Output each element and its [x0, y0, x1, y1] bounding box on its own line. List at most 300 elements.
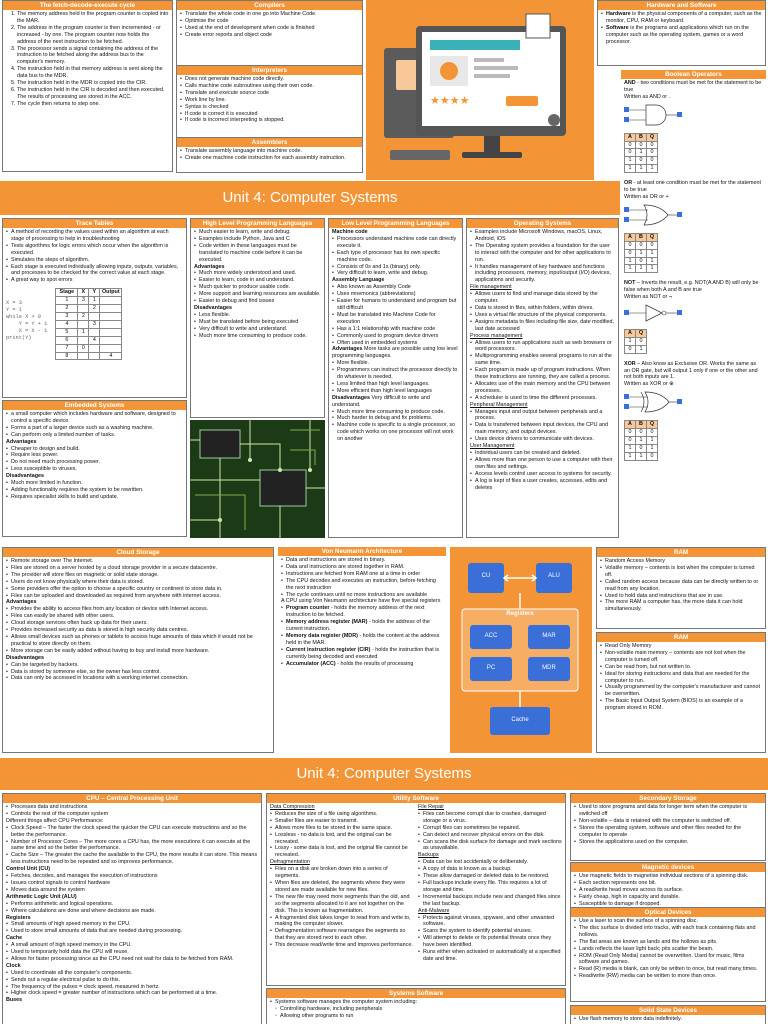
list-item: • Allows more files to be stored in the same space.: [270, 825, 414, 832]
list-item: • Incremental backups include new and changed files since the last backup.: [418, 894, 562, 908]
truth-cell: 0: [636, 241, 647, 249]
truth-cell: 0: [636, 141, 647, 149]
list-item: • Lossless - no data is lost, and the original can be recreated.: [270, 832, 414, 846]
trace-cell: [89, 344, 100, 352]
list-item: • Read (R) media is blank, can only be written to once, but read many times.: [574, 966, 762, 973]
list-item: • Much more widely understood and used.: [194, 270, 321, 277]
rom-list: [600, 643, 762, 712]
truth-cell: 1: [647, 444, 658, 452]
not-written: Written as NOT or ¬: [624, 294, 672, 301]
fde-heading: The fetch-decode-execute cycle: [3, 1, 172, 10]
trace-cell: [89, 328, 100, 336]
secondary-heading: Secondary Storage: [571, 794, 765, 803]
pe-heading: Peripheral Management: [470, 401, 528, 408]
list-item: • Easier to debug and find issues: [194, 298, 321, 305]
list-item: • Much more time consuming to produce code.: [194, 333, 321, 340]
list-item: • Much more time consuming to produce code.: [332, 409, 459, 416]
registers-label: Registers: [506, 611, 534, 617]
list-item: • Used to store programs and data for longer term when the computer is switched off: [574, 804, 762, 818]
list-item: • Each program is made up of program instructions. When these instructions are running, they are called a process.: [470, 367, 615, 381]
list-item: • Accumulator (ACC) - holds the results of processing: [281, 661, 443, 668]
or-gate-icon: [624, 203, 684, 227]
embedded-adv-list: [6, 446, 183, 474]
list-item: • Each stage is executed individually allowing inputs, outputs, variables, and processes to be checked for the correct value at each stage.: [6, 264, 183, 278]
ram-list: [600, 558, 762, 613]
list-item: • Programmers can instruct the processor directly to do whatever is needed.: [332, 367, 459, 381]
trace-cell: 1: [89, 297, 100, 305]
fde-step: 4. The instruction held in that memory address is sent along the data bus to the MDR.: [17, 66, 169, 80]
list-item: • Allows users to run applications such as web browsers or word processors.: [470, 340, 615, 354]
cache-label: Cache: [511, 717, 529, 723]
truth-cell: 1: [636, 149, 647, 157]
list-item: • Translate and execute source code: [180, 90, 359, 97]
list-item: • Less susceptible to viruses.: [6, 466, 183, 473]
list-item: • Stores the applications used on the computer.: [574, 839, 762, 846]
list-item: • Do not need much processing power.: [6, 459, 183, 466]
registers-heading: Registers: [6, 914, 31, 921]
list-item: • Use a laser to scan the surface of a spinning disc.: [574, 918, 762, 925]
list-item: • Must be translated into Machine Code for execution: [332, 312, 459, 326]
al-heading: Assembly Language: [332, 277, 385, 284]
not-desc: NOT – Inverts the result, e.g. NOT(A AND B) will only be false when both A and B are true: [624, 280, 759, 294]
list-item: • Has a 1:1 relationship with machine code: [332, 326, 459, 333]
systems-software-heading: Systems Software: [267, 989, 565, 998]
truth-cell: A: [625, 329, 636, 337]
list-item: • Corrupt files can sometimes be repaired.: [418, 825, 562, 832]
truth-cell: 0: [625, 429, 636, 437]
list-item: • A log is kept of files a user creates, accesses, edits and deletes: [470, 478, 615, 492]
list-item: • Can be read from, but not written to.: [600, 664, 762, 671]
um-heading: User Management: [470, 443, 515, 450]
truth-cell: 1: [625, 337, 636, 345]
trace-cell: [100, 320, 122, 328]
not-gate-icon: [624, 303, 684, 323]
list-item: • Protects against viruses, spyware, and other unwanted software.: [418, 915, 562, 929]
truth-cell: 0: [647, 452, 658, 460]
dc-list: [270, 811, 414, 859]
list-item: • Performs arithmetic and logical operations.: [6, 901, 258, 908]
list-item: • Less limited than high level languages.: [332, 381, 459, 388]
trace-header-cell: Y: [89, 289, 100, 297]
list-item: • The provider will store files on magnetic or solid state storage.: [6, 572, 270, 579]
fm-heading: File management: [470, 284, 512, 291]
trace-list: [6, 229, 183, 284]
vn-register-list: [281, 605, 443, 667]
list-item: • The frequency of the pulses = clock speed, measured in hertz.: [6, 984, 258, 991]
hw-panel: [597, 0, 766, 66]
list-item: • Remote storage over The Internet.: [6, 558, 270, 565]
title-band-2: [0, 758, 768, 790]
truth-cell: 0: [636, 444, 647, 452]
list-item: • Defragmentation software rearranges the segments so that they are stored next to each other.: [270, 928, 414, 942]
am-heading: Anti-Malware: [418, 907, 450, 914]
list-item: • Higher clock speed = greater number of instructions which can be performed at a time.: [6, 990, 258, 997]
list-item: • If code is correct it is executed: [180, 111, 359, 118]
list-item: • Used to hold data and instructions that are in use.: [600, 593, 762, 600]
trace-cell: [89, 312, 100, 320]
truth-cell: 0: [647, 141, 658, 149]
fde-step: 2. The address in the program counter is then incremented - or increased - by one. The program counter now holds the address of the next instruction to be fetched.: [17, 25, 169, 46]
list-item: • Calls machine code subroutines using their own code.: [180, 83, 359, 90]
list-item: • Will attempt to delete or fix potential threats once they have been identified.: [418, 935, 562, 949]
list-item: • Smaller files are easier to transmit.: [270, 818, 414, 825]
truth-cell: 0: [625, 345, 636, 353]
mc-heading: Machine code: [332, 229, 368, 235]
cu-list: [6, 873, 258, 894]
hll-panel: [190, 218, 325, 418]
trace-cell: 6: [56, 336, 78, 344]
alu-label: ALU: [548, 573, 560, 579]
cpu-panel: [2, 793, 262, 1024]
trace-cell: [100, 344, 122, 352]
list-item: • Hardware is the physical components of a computer, such as the monitor, CPU, RAM or keyboard.: [601, 11, 762, 25]
list-item: • Susceptible to damage if dropped.: [574, 901, 762, 908]
list-item: • Non-volatile – data is retained with the computer is switched off.: [574, 818, 762, 825]
list-item: • Program counter - holds the memory address of the next instruction to be fetched.: [281, 605, 443, 619]
list-item: • Issues control signals to control hardware: [6, 880, 258, 887]
list-item: • Data can only be accessed in locations with a working internet connection.: [6, 675, 270, 682]
list-item: • Easier to learn, code in and understand.: [194, 277, 321, 284]
trace-cell: 5: [56, 328, 78, 336]
list-item: • The cycle continues until no more instructions are available: [281, 592, 443, 599]
list-item: • A method of recording the values used within an algorithm at each stage of processing to help in troubleshooting: [6, 229, 183, 243]
or-desc: OR - at least one condition must be met for the statement to be true: [624, 180, 761, 194]
cloud-adv-heading: Advantages: [6, 599, 37, 606]
list-item: • Moves data around the system: [6, 887, 258, 894]
list-item: • More flexible.: [332, 360, 459, 367]
trace-table: [55, 288, 122, 360]
truth-cell: Q: [647, 133, 658, 141]
hll-adv-heading: Advantages: [194, 263, 225, 270]
list-item: • Optimise the code: [180, 18, 359, 25]
df-list: [270, 866, 414, 949]
truth-cell: 1: [647, 265, 658, 273]
truth-cell: Q: [636, 329, 647, 337]
trace-cell: 3: [89, 320, 100, 328]
computer-illustration-svg: [366, 0, 594, 180]
clock-heading: Clock: [6, 962, 21, 969]
list-item: • Much easier to learn, write and debug.: [194, 229, 321, 236]
list-item: • Files can be uploaded and downloaded as required from anywhere with internet access.: [6, 593, 270, 600]
list-item: • Uses a virtual file structure of the physical components.: [470, 312, 615, 319]
list-item: • Can be targeted by hackers.: [6, 662, 270, 669]
list-item: • Cloud storage services often back up data for their users.: [6, 620, 270, 627]
list-item: • The more RAM a computer has, the more data it can hold simultaneously.: [600, 599, 762, 613]
list-item: • Files can easily be shared with other users.: [6, 613, 270, 620]
fm-list: [470, 291, 615, 332]
os-heading: Operating Systems: [467, 219, 618, 228]
list-item: • ROM (Read Only Media) cannot be overwritten. Used for music, films software and games.: [574, 953, 762, 967]
list-item: • Called random access because data can be directly written to or read from any location.: [600, 579, 762, 593]
ram-heading: RAM: [597, 548, 765, 557]
list-item: • Allows users to find and manage data stored by the computer.: [470, 291, 615, 305]
um-list: [470, 450, 615, 491]
boolean-panel: [621, 70, 766, 542]
truth-cell: B: [636, 421, 647, 429]
list-item: • Fairly cheap, high in capacity and durable.: [574, 894, 762, 901]
truth-cell: 1: [636, 345, 647, 353]
truth-cell: 0: [636, 257, 647, 265]
fde-list: [6, 11, 169, 108]
cu-label: CU: [481, 573, 491, 579]
list-item: • Very difficult to learn, write and debug.: [332, 270, 459, 277]
list-item: • Used to coordinate all the computer's components.: [6, 970, 258, 977]
truth-cell: 1: [625, 452, 636, 460]
trace-cell: 0: [78, 344, 89, 352]
list-item: • Number of Processor Cores – The more cores a CPU has, the more executions it can execute at the same time and so the better the performance.: [6, 839, 258, 853]
fde-step: 1. The memory address held in the program counter is copied into the MAR.: [17, 11, 169, 25]
magnetic-heading: Magnetic devices: [571, 863, 765, 872]
cache-heading: Cache: [6, 935, 23, 942]
list-item: • Provides increased security as data is stored in high security data centres.: [6, 627, 270, 634]
buses-heading: Buses: [6, 997, 23, 1004]
list-item: • Allows small devices such as phones or tablets to access huge amounts of data which it would not be practical to store directly on them.: [6, 634, 270, 648]
list-item: • Reduces the size of a file using algorithms.: [270, 811, 414, 818]
list-item: • Syntax is checked: [180, 104, 359, 111]
list-item: • Can scans the disk surface for damage and mark sections as unavailable.: [418, 839, 562, 853]
alu-heading: Arithmetic Logic Unit (ALU): [6, 893, 77, 900]
ssd-panel: [570, 1005, 766, 1024]
interpreters-panel: [176, 65, 363, 138]
list-item: • These allow damaged or deleted data to be restored.: [418, 873, 562, 880]
list-item: • Usually programmed by the computer's manufacturer and cannot be overwritten.: [600, 684, 762, 698]
compilers-list: [180, 11, 359, 39]
list-item: • Uses mnemonics (abbreviations): [332, 291, 459, 298]
list-item: • Data and instructions are stored in binary.: [281, 557, 443, 564]
list-item: • It handles management of key hardware and functions including processors, memory, input/output (I/O) devices, applications and security.: [470, 264, 615, 285]
circuit-board-image: [190, 420, 325, 538]
list-item: • The flat areas are known as lands and the hollows as pits.: [574, 939, 762, 946]
list-item: • Lands reflects the laser light back; pits scatter the beam.: [574, 946, 762, 953]
list-item: • Consists of 0s and 1s (binary) only.: [332, 264, 459, 271]
fr-list: [418, 811, 562, 852]
truth-cell: 1: [647, 437, 658, 445]
list-item: • Memory address register (MAR) - holds the address of the current instruction.: [281, 619, 443, 633]
list-item: • Lossy - some data is lost, and the original file cannot be recreated.: [270, 845, 414, 859]
cloud-heading: Cloud Storage: [3, 548, 273, 557]
vn-heading: Von Neumann Architecture: [278, 547, 446, 556]
assemblers-panel: [176, 137, 363, 173]
hw-heading: Hardware and Software: [598, 1, 765, 10]
list-item: • Very difficult to write and understand.: [194, 326, 321, 333]
circuit-board-svg: [190, 420, 325, 538]
cloud-panel: [2, 547, 274, 753]
list-item: • Allocates use of the main memory and the CPU between processes.: [470, 381, 615, 395]
pm-list: [470, 340, 615, 402]
list-item: • The new file may need more segments than the old, and so the segments allocated to it are not together on the disk. This is known as fragmentation.: [270, 894, 414, 915]
and-written: Written as AND or .: [624, 93, 671, 100]
truth-cell: A: [625, 133, 636, 141]
ssd-list: [574, 1016, 762, 1023]
optical-panel: [570, 907, 766, 1002]
list-item: • Read Only Memory: [600, 643, 762, 650]
list-item: • Require less power.: [6, 452, 183, 459]
list-item: • Manages input and output between peripherals and a process.: [470, 409, 615, 423]
clock-list: [6, 970, 258, 998]
rom-heading: RAM: [597, 633, 765, 642]
rom-panel: [596, 632, 766, 753]
list-item: • Translate assembly language into machine code.: [180, 148, 359, 155]
list-item: • Adding functionality requires the system to be rewritten.: [6, 487, 183, 494]
optical-list: [574, 918, 762, 980]
list-item: • Software is the programs and applications which run on the computer such as the operating system, games or a word processor.: [601, 25, 762, 46]
list-item: • Examples include Python, Java and C: [194, 236, 321, 243]
fde-panel: [2, 0, 173, 172]
page-title-2: Unit 4: Computer Systems: [296, 765, 472, 782]
truth-cell: Q: [647, 421, 658, 429]
list-item: • The CPU decodes and executes an instruction, before fetching the next instruction: [281, 578, 443, 592]
truth-cell: 1: [636, 437, 647, 445]
truth-cell: 0: [636, 337, 647, 345]
truth-cell: 1: [636, 165, 647, 173]
not-truth-table: [624, 329, 647, 354]
and-gate-icon: [624, 103, 684, 127]
ssd-heading: Solid State Devices: [571, 1006, 765, 1015]
list-item: • Data can be lost accidentally or deliberately.: [418, 859, 562, 866]
trace-header-cell: X: [78, 289, 89, 297]
list-item: • Systems software manages the computer system including:: [270, 999, 562, 1006]
list-item: • Create error reports and object code: [180, 32, 359, 39]
utility-panel: [266, 793, 566, 986]
list-item: • Can detect and recover physical errors on the disk.: [418, 832, 562, 839]
dc-heading: Data Compression: [270, 804, 315, 810]
and-desc: AND - two conditions must be met for the statement to be true: [624, 80, 762, 93]
cu-heading: Control Unit (CU): [6, 866, 51, 873]
truth-cell: B: [636, 233, 647, 241]
list-item: • Volatile memory – contents is lost when the computer is turned off.: [600, 565, 762, 579]
list-item: • Each type of processor has its own specific machine code.: [332, 250, 459, 264]
trace-cell: 8: [56, 352, 78, 360]
list-item: • Access levels control user access to systems for security.: [470, 471, 615, 478]
registers-list: [6, 921, 258, 935]
list-subitem: ◦ Controlling hardware, including peripherals: [270, 1006, 562, 1013]
list-item: • Cheaper to design and build.: [6, 446, 183, 453]
list-item: • The Basic Input Output System (BIOS) is an example of a program stored in ROM.: [600, 698, 762, 712]
trace-cell: 2: [89, 305, 100, 313]
os-list: [470, 229, 615, 284]
bk-heading: Backups: [418, 852, 439, 859]
truth-cell: 1: [636, 265, 647, 273]
list-item: • Forms a part of a larger device such as a washing machine.: [6, 425, 183, 432]
vn-diagram: [450, 547, 592, 753]
list-item: • Simulates the steps of algorithm.: [6, 257, 183, 264]
or-truth-table: [624, 233, 658, 274]
ram-panel: [596, 547, 766, 629]
trace-cell: [100, 312, 122, 320]
truth-cell: 1: [636, 249, 647, 257]
fde-step: 3. The processor sends a signal containing the address of the instruction to be fetched along the address bus to the computer's memory.: [17, 46, 169, 67]
list-item: • Current instruction register (CIR) - holds the instruction that is currently being decoded and executed: [281, 647, 443, 661]
vn-panel: [278, 547, 446, 753]
hll-list: [194, 229, 321, 264]
list-item: • Runs either when activated or automatically at a specified date and time.: [418, 949, 562, 963]
list-item: • The disc surface is divided into tracks, with each track containing flats and hollows.: [574, 925, 762, 939]
truth-cell: 0: [625, 241, 636, 249]
list-item: • Much harder to debug and fix problems.: [332, 415, 459, 422]
al-list: [332, 284, 459, 346]
list-item: • Less flexible.: [194, 312, 321, 319]
systems-software-panel: [266, 988, 566, 1024]
cloud-dis-heading: Disadvantages: [6, 654, 45, 661]
truth-cell: B: [636, 133, 647, 141]
list-item: • Assigns metadata to files including file size, date modified, last date accessed: [470, 319, 615, 333]
trace-panel: [2, 218, 187, 398]
trace-header-cell: Output: [100, 289, 122, 297]
embedded-list: [6, 411, 183, 439]
truth-cell: 1: [625, 157, 636, 165]
list-item: • Instructions are fetched from RAM one at a time in order: [281, 571, 443, 578]
list-item: • Processors understand machine code can directly execute it.: [332, 236, 459, 250]
truth-cell: 0: [625, 437, 636, 445]
svg-text:★★★★: ★★★★: [430, 94, 470, 107]
list-item: • Create one machine code instruction for each assembly instruction.: [180, 155, 359, 162]
trace-code: X = 3 Y = 1 while X > 0 Y = Y + 1 X = X - 1 print(Y): [6, 300, 48, 341]
list-item: • More support and learning resources are available.: [194, 291, 321, 298]
hll-dis-list: [194, 312, 321, 340]
cloud-list: [6, 558, 270, 599]
trace-cell: [78, 336, 89, 344]
truth-cell: 1: [625, 265, 636, 273]
vn-intro: A CPU using Von Neumann architecture have five special registers: [281, 598, 441, 605]
lll-heading: Low Level Programming Languages: [329, 219, 462, 228]
lll-adv: Advantages More tasks are possible using low level programming languages.: [332, 346, 458, 360]
list-item: • Cache Size – The greater the cache the available to the CPU, the more results it can store. This means less instructions need to be repeated and so improves performance.: [6, 852, 258, 866]
boolean-heading: Boolean Operators: [621, 70, 766, 79]
trace-cell: 3: [56, 312, 78, 320]
assemblers-heading: Assemblers: [177, 138, 362, 147]
list-item: • Random Access Memory: [600, 558, 762, 565]
list-item: • a small computer which includes hardware and software, designed to control a specific device.: [6, 411, 183, 425]
list-item: • Easier for humans to understand and program but still difficult: [332, 298, 459, 312]
list-item: • Stores the operating system, software and other files needed for the computer to operate: [574, 825, 762, 839]
truth-cell: 1: [636, 452, 647, 460]
list-item: • Memory data register (MDR) - holds the content at the address held in the MAR.: [281, 633, 443, 647]
acc-label: ACC: [484, 633, 498, 639]
fde-step: 7. The cycle then returns to step one.: [17, 101, 169, 108]
xor-truth-table: [624, 420, 658, 461]
mdr-label: MDR: [542, 665, 556, 671]
trace-cell: [100, 328, 122, 336]
pm-heading: Process management: [470, 332, 523, 339]
cloud-dis-list: [6, 662, 270, 683]
list-item: • A small amount of high speed memory in the CPU.: [6, 942, 258, 949]
list-item: • Commonly used to program device drivers: [332, 333, 459, 340]
list-item: • Translate the whole code in one go into Machine Code.: [180, 11, 359, 18]
compilers-panel: [176, 0, 363, 66]
os-panel: [466, 218, 619, 538]
trace-cell: 1: [56, 297, 78, 305]
truth-cell: A: [625, 421, 636, 429]
list-item: • The Operating system provides a foundation for the user to interact with the computer and for other applications to run.: [470, 243, 615, 264]
trace-cell: [100, 297, 122, 305]
list-item: • Files can become corrupt due to crashes, damaged storage or a virus.: [418, 811, 562, 825]
hw-list: [601, 11, 762, 46]
vn-list: [281, 557, 443, 598]
computer-illustration: [366, 0, 594, 180]
list-item: • Also known as Assembly Code: [332, 284, 459, 291]
list-item: • Must be translated before being executed: [194, 319, 321, 326]
trace-cell: 4: [89, 336, 100, 344]
trace-cell: 1: [78, 328, 89, 336]
or-written: Written as OR or +: [624, 193, 669, 200]
list-item: • Much quicker to produce usable code.: [194, 284, 321, 291]
list-item: • Tests algorithms for logic errors which occur when the algorithm is executed.: [6, 243, 183, 257]
list-item: • A copy of data is known as a backup.: [418, 866, 562, 873]
trace-cell: [78, 352, 89, 360]
truth-cell: 0: [636, 429, 647, 437]
pc-label: PC: [486, 665, 496, 671]
embedded-panel: [2, 400, 187, 537]
